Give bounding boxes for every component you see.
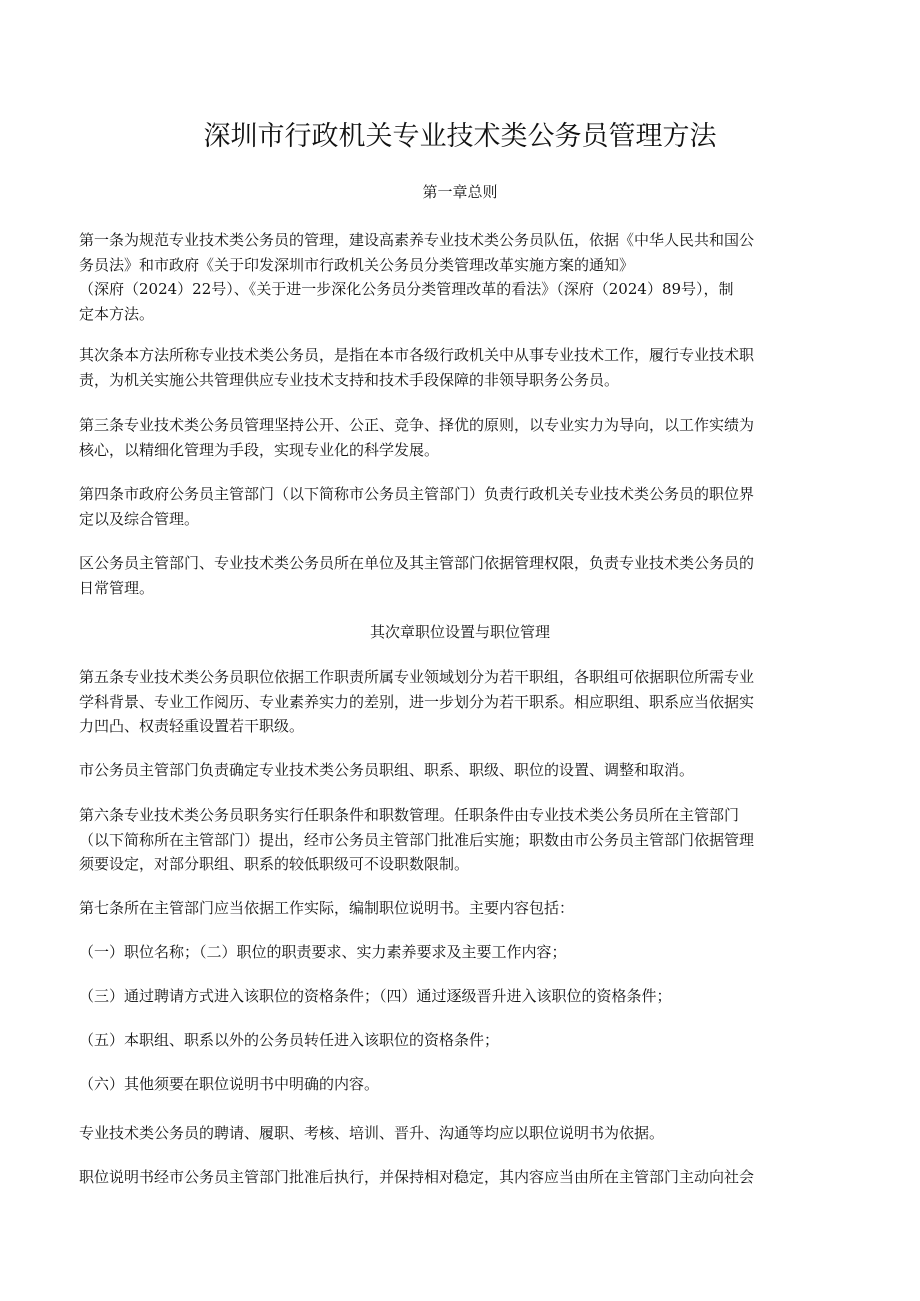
article-1-line: （深府（2024）22号）、《关于进一步深化公务员分类管理改革的看法》（深府（2024）89号），制 <box>79 280 734 298</box>
article-6-line: 须要设定，对部分职组、职系的较低职级可不设职数限制。 <box>79 855 470 873</box>
chapter-heading-1: 第一章总则 <box>422 183 498 201</box>
article-3 <box>79 413 843 462</box>
article-3-line: 核心，以精细化管理为手段，实现专业化的科学发展。 <box>79 440 440 459</box>
list-item-3-4 <box>79 984 843 1009</box>
list-item-line: （一）职位名称；（二）职位的职责要求、实力素养要求及主要工作内容； <box>79 943 567 961</box>
article-4-line: 第四条市政府公务员主管部门（以下简称市公务员主管部门）负责行政机关专业技术类公务员的职位界 <box>79 485 755 503</box>
article-5 <box>79 665 843 739</box>
article-4-paragraph-2 <box>79 551 843 600</box>
article-6-line: 第六条专业技术类公务员职务实行任职条件和职数管理。任职条件由专业技术类公务员所在主管部门 <box>79 806 740 824</box>
article-2-line: 责，为机关实施公共管理供应专业技术支持和技术手段保障的非领导职务公务员。 <box>79 370 620 389</box>
article-6-line: （以下简称所在主管部门）提出，经市公务员主管部门批准后实施；职数由市公务员主管部门依据管理 <box>79 830 755 849</box>
article-7 <box>79 896 843 921</box>
list-item-line: （六）其他须要在职位说明书中明确的内容。 <box>79 1075 380 1093</box>
article-5-paragraph-2-line: 市公务员主管部门负责确定专业技术类公务员职组、职系、职级、职位的设置、调整和取消。 <box>79 761 695 779</box>
paragraph-line: 职位说明书经市公务员主管部门批准后执行，并保持相对稳定，其内容应当由所在主管部门主动向社会 <box>79 1168 755 1186</box>
document-title: 深圳市行政机关专业技术类公务员管理方法 <box>203 121 717 152</box>
article-6 <box>79 803 843 877</box>
article-5-paragraph-2 <box>79 758 843 783</box>
article-4-line: 定以及综合管理。 <box>79 509 200 528</box>
article-4 <box>79 482 843 531</box>
article-5-line: 力凹凸、权责轻重设置若干职级。 <box>79 717 305 735</box>
article-1-line: 定本方法。 <box>79 304 155 323</box>
paragraph-line: 专业技术类公务员的聘请、履职、考核、培训、晋升、沟通等均应以职位说明书为依据。 <box>79 1124 665 1142</box>
article-3-line: 第三条专业技术类公务员管理坚持公开、公正、竞争、择优的原则，以专业实力为导向，以工作实绩为 <box>79 416 755 434</box>
article-7-line: 第七条所在主管部门应当依据工作实际，编制职位说明书。主要内容包括： <box>79 899 575 917</box>
list-item-line: （三）通过聘请方式进入该职位的资格条件；（四）通过逐级晋升进入该职位的资格条件； <box>79 987 672 1005</box>
article-4-paragraph-2-line: 日常管理。 <box>79 578 155 597</box>
list-item-5 <box>79 1028 843 1053</box>
list-item-line: （五）本职组、职系以外的公务员转任进入该职位的资格条件； <box>79 1031 500 1049</box>
article-2-line: 其次条本方法所称专业技术类公务员，是指在本市各级行政机关中从事专业技术工作，履行专业技术职 <box>79 346 755 364</box>
chapter-heading-2: 其次章职位设置与职位管理 <box>369 623 550 641</box>
list-item-6 <box>79 1072 843 1097</box>
article-1-line: 务员法》和市政府《关于印发深圳市行政机关公务员分类管理改革实施方案的通知》 <box>79 255 635 274</box>
job-description-basis <box>79 1121 843 1146</box>
job-description-approval <box>79 1165 843 1190</box>
article-1 <box>79 228 843 326</box>
article-1-line: 第一条为规范专业技术类公务员的管理，建设高素养专业技术类公务员队伍，依据《中华人民共和国公 <box>79 231 755 249</box>
article-2 <box>79 343 843 392</box>
article-4-paragraph-2-line: 区公务员主管部门、专业技术类公务员所在单位及其主管部门依据管理权限，负责专业技术类公务员的 <box>79 554 755 572</box>
list-item-1-2 <box>79 940 843 965</box>
article-5-line: 学科背景、专业工作阅历、专业素养实力的差别，进一步划分为若干职系。相应职组、职系应当依据实 <box>79 692 755 711</box>
article-5-line: 第五条专业技术类公务员职位依据工作职责所属专业领域划分为若干职组，各职组可依据职位所需专业 <box>79 668 755 686</box>
